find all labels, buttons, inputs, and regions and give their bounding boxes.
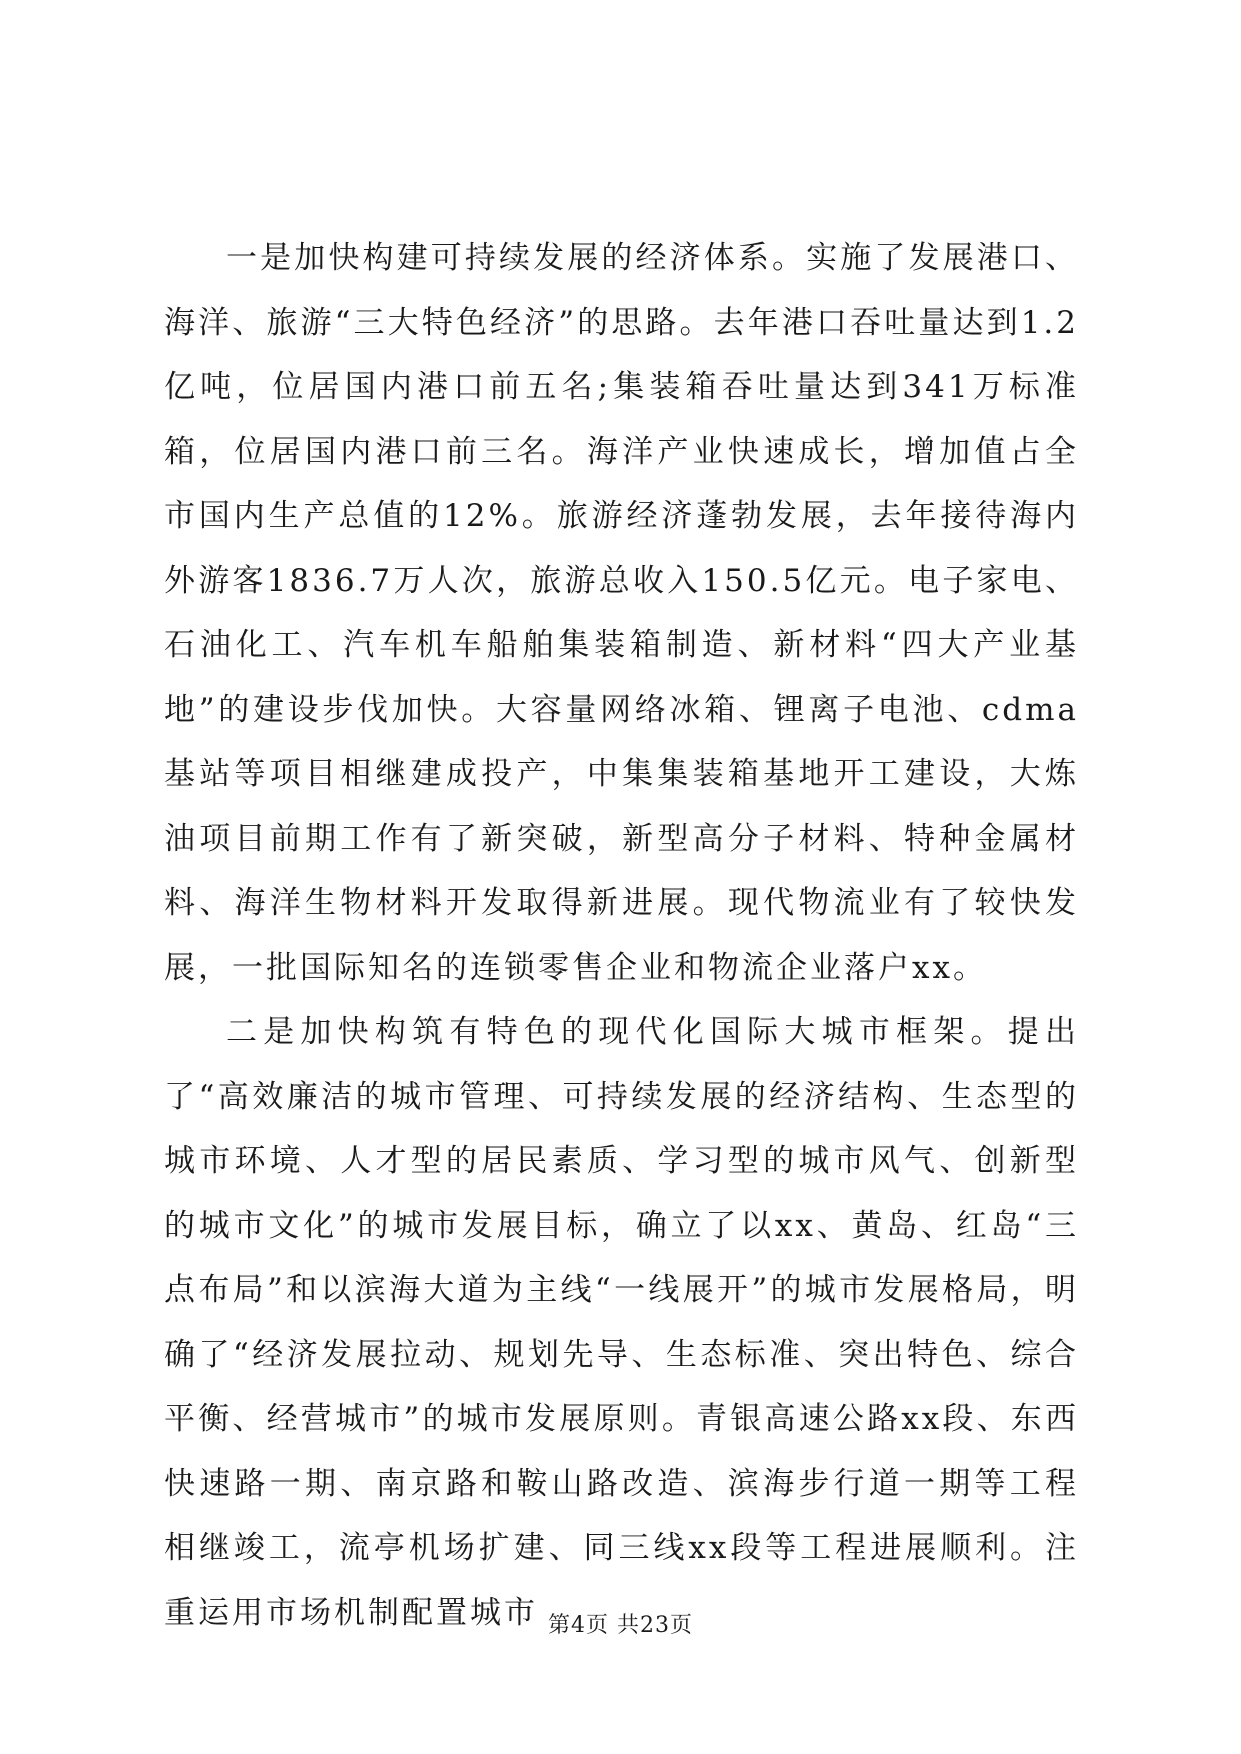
paragraph-economic-system: 一是加快构建可持续发展的经济体系。实施了发展港口、海洋、旅游“三大特色经济”的思路。去年港口吞吐量达到1.2亿吨，位居国内港口前五名;集装箱吞吐量达到341万标准箱，位居国内港口前三名。海洋产业快速成长，增加值占全市国内生产总值的12%。旅游经济蓬勃发展，去年接待海内外游客1836.7万人次，旅游总收入150.5亿元。电子家电、石油化工、汽车机车船舶集装箱制造、新材料“四大产业基地”的建设步伐加快。大容量网络冰箱、锂离子电池、cdma基站等项目相继建成投产，中集集装箱基地开工建设，大炼油项目前期工作有了新突破，新型高分子材料、特种金属材料、海洋生物材料开发取得新进展。现代物流业有了较快发展，一批国际知名的连锁零售企业和物流企业落户xx。 bbox=[164, 240, 1079, 986]
page-number-footer: 第4页 共23页 bbox=[548, 1613, 693, 1638]
paragraph-city-framework: 二是加快构筑有特色的现代化国际大城市框架。提出了“高效廉洁的城市管理、可持续发展的经济结构、生态型的城市环境、人才型的居民素质、学习型的城市风气、创新型的城市文化”的城市发展目标，确立了以xx、黄岛、红岛“三点布局”和以滨海大道为主线“一线展开”的城市发展格局，明确了“经济发展拉动、规划先导、生态标准、突出特色、综合平衡、经营城市”的城市发展原则。青银高速公路xx段、东西快速路一期、南京路和鞍山路改造、滨海步行道一期等工程相继竣工，流亭机场扩建、同三线xx段等工程进展顺利。注重运用市场机制配置城市 bbox=[164, 1014, 1079, 1631]
document-body bbox=[164, 226, 1079, 1645]
